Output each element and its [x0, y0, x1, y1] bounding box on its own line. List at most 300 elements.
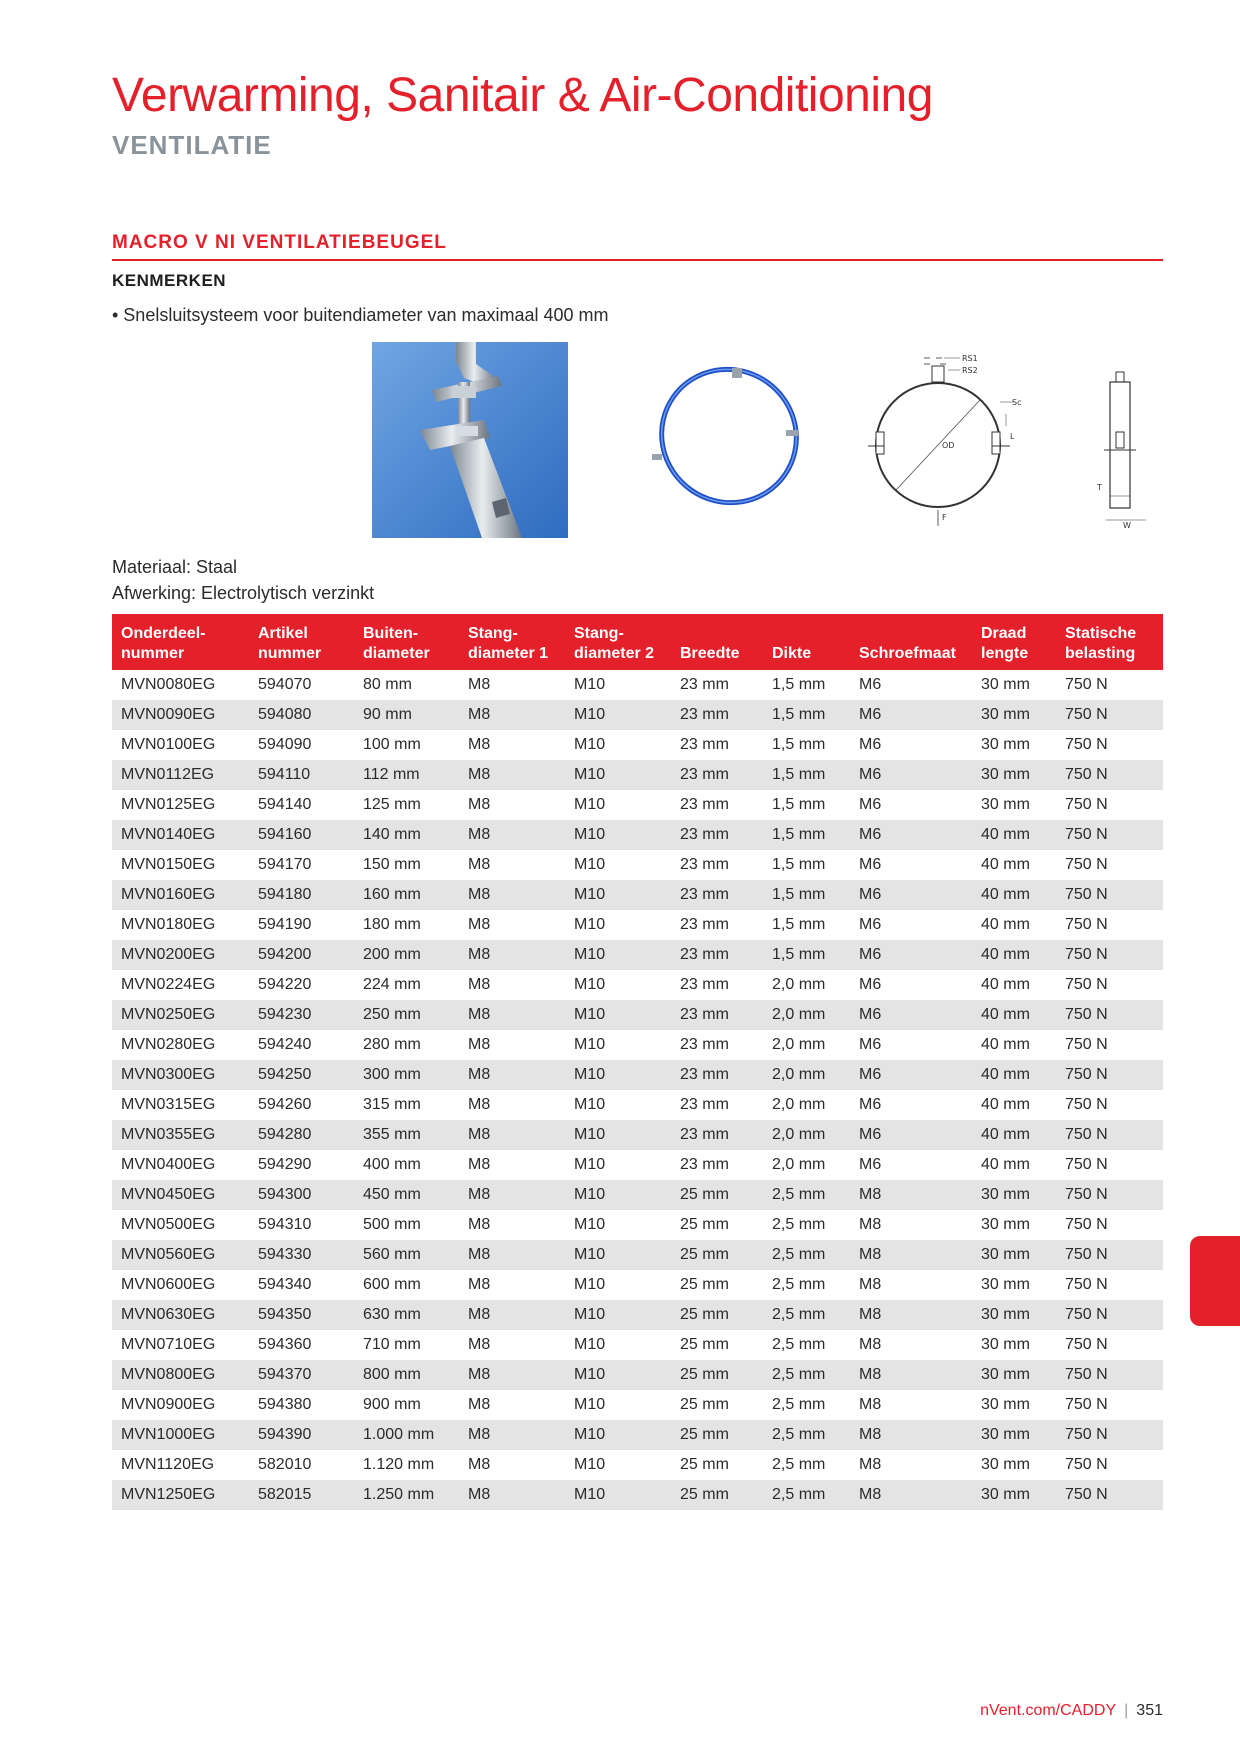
- cell-stangdiameter-2: M10: [565, 880, 671, 910]
- cell-artikelnummer: 582015: [249, 1480, 354, 1510]
- cell-breedte: 25 mm: [680, 1336, 729, 1353]
- cell-stangdiameter-2: M10: [565, 1300, 671, 1330]
- cell-dikte: 1,5 mm: [763, 760, 850, 790]
- cell-stangdiameter-2: M10: [574, 976, 606, 993]
- cell-schroefmaat: M6: [850, 940, 972, 970]
- cell-statische-belasting: 750 N: [1065, 1276, 1108, 1293]
- cell-stangdiameter-1: M8: [459, 1120, 565, 1150]
- cell-onderdeelnummer: MVN0200EG: [112, 940, 249, 970]
- cell-breedte: 25 mm: [671, 1240, 763, 1270]
- cell-artikelnummer: 594310: [258, 1216, 312, 1233]
- cell-statische-belasting: 750 N: [1065, 916, 1108, 933]
- cell-schroefmaat: M8: [859, 1336, 882, 1353]
- table-row: [112, 700, 1163, 730]
- cell-stangdiameter-1: M8: [459, 700, 565, 730]
- table-row: [112, 730, 1163, 760]
- cell-breedte: 23 mm: [680, 796, 729, 813]
- label-rs1: RS1: [962, 354, 978, 363]
- col-header-buitendiameter: Buiten- diameter: [354, 614, 459, 670]
- cell-stangdiameter-1: M8: [468, 1216, 491, 1233]
- cell-statische-belasting: 750 N: [1056, 820, 1163, 850]
- cell-stangdiameter-2: M10: [574, 916, 606, 933]
- cell-stangdiameter-2: M10: [565, 1000, 671, 1030]
- cell-schroefmaat: M8: [850, 1180, 972, 1210]
- col-header-statische-belasting: Statische belasting: [1056, 614, 1163, 670]
- cell-breedte: 23 mm: [680, 916, 729, 933]
- cell-dikte: 1,5 mm: [772, 676, 826, 693]
- cell-statische-belasting: 750 N: [1056, 1060, 1163, 1090]
- cell-statische-belasting: 750 N: [1056, 1300, 1163, 1330]
- cell-statische-belasting: 750 N: [1065, 1216, 1108, 1233]
- cell-dikte: 2,5 mm: [772, 1216, 826, 1233]
- cell-stangdiameter-1: M8: [468, 1456, 491, 1473]
- cell-stangdiameter-2: M10: [565, 1120, 671, 1150]
- cell-onderdeelnummer: MVN0080EG: [121, 676, 216, 693]
- col-header-stangdiameter-1: Stang- diameter 1: [459, 614, 565, 670]
- table-row: [112, 1360, 1163, 1390]
- cell-stangdiameter-1: M8: [459, 880, 565, 910]
- cell-draadlengte: 30 mm: [981, 676, 1030, 693]
- cell-stangdiameter-2: M10: [574, 676, 606, 693]
- cell-statische-belasting: 750 N: [1056, 1120, 1163, 1150]
- table-row: [112, 1000, 1163, 1030]
- cell-stangdiameter-1: M8: [459, 1480, 565, 1510]
- cell-stangdiameter-2: M10: [565, 1180, 671, 1210]
- cell-buitendiameter: 200 mm: [354, 940, 459, 970]
- cell-artikelnummer: 594360: [258, 1336, 312, 1353]
- product-photo: [372, 342, 568, 538]
- table-row: [112, 1060, 1163, 1090]
- cell-schroefmaat: M6: [859, 976, 882, 993]
- cell-dikte: 2,5 mm: [763, 1420, 850, 1450]
- col-header-schroefmaat: Schroefmaat: [850, 614, 972, 670]
- label-rs2: RS2: [962, 366, 978, 375]
- cell-stangdiameter-1: M8: [459, 1240, 565, 1270]
- cell-buitendiameter: 600 mm: [363, 1276, 421, 1293]
- cell-breedte: 23 mm: [680, 976, 729, 993]
- cell-breedte: 23 mm: [671, 940, 763, 970]
- cell-draadlengte: 40 mm: [972, 1060, 1056, 1090]
- cell-buitendiameter: 400 mm: [363, 1156, 421, 1173]
- cell-onderdeelnummer: MVN0100EG: [121, 736, 216, 753]
- cell-statische-belasting: 750 N: [1056, 1180, 1163, 1210]
- cell-draadlengte: 30 mm: [981, 1276, 1030, 1293]
- cell-stangdiameter-1: M8: [459, 820, 565, 850]
- cell-schroefmaat: M6: [859, 736, 882, 753]
- table-row: [112, 970, 1163, 1000]
- cell-statische-belasting: 750 N: [1056, 1360, 1163, 1390]
- cell-draadlengte: 30 mm: [981, 1216, 1030, 1233]
- cell-artikelnummer: 594260: [258, 1096, 312, 1113]
- label-od: OD: [942, 441, 955, 450]
- cell-artikelnummer: 594180: [249, 880, 354, 910]
- cell-dikte: 2,0 mm: [763, 1060, 850, 1090]
- cell-draadlengte: 30 mm: [981, 796, 1030, 813]
- col-header-breedte: Breedte: [671, 614, 763, 670]
- cell-draadlengte: 40 mm: [972, 940, 1056, 970]
- cell-onderdeelnummer: MVN0280EG: [121, 1036, 216, 1053]
- cell-artikelnummer: 594160: [249, 820, 354, 850]
- cell-schroefmaat: M8: [850, 1480, 972, 1510]
- col-header-artikelnummer: Artikel nummer: [249, 614, 354, 670]
- cell-buitendiameter: 180 mm: [363, 916, 421, 933]
- cell-statische-belasting: 750 N: [1065, 676, 1108, 693]
- cell-dikte: 2,5 mm: [772, 1336, 826, 1353]
- cell-buitendiameter: 140 mm: [354, 820, 459, 850]
- col-header-dikte: Dikte: [763, 614, 850, 670]
- cell-breedte: 23 mm: [680, 736, 729, 753]
- cell-buitendiameter: 300 mm: [354, 1060, 459, 1090]
- cell-onderdeelnummer: MVN0315EG: [121, 1096, 216, 1113]
- page-number: 351: [1136, 1702, 1163, 1719]
- cell-buitendiameter: 1.000 mm: [354, 1420, 459, 1450]
- cell-breedte: 23 mm: [671, 1060, 763, 1090]
- cell-dikte: 1,5 mm: [763, 700, 850, 730]
- cell-artikelnummer: 594170: [258, 856, 312, 873]
- cell-stangdiameter-2: M10: [574, 1276, 606, 1293]
- cell-statische-belasting: 750 N: [1056, 1000, 1163, 1030]
- page-subtitle: VENTILATIE: [112, 130, 272, 160]
- cell-onderdeelnummer: MVN1250EG: [112, 1480, 249, 1510]
- table-row: [112, 1330, 1163, 1360]
- cell-dikte: 2,5 mm: [763, 1240, 850, 1270]
- cell-stangdiameter-2: M10: [574, 1216, 606, 1233]
- cell-dikte: 1,5 mm: [763, 880, 850, 910]
- cell-stangdiameter-2: M10: [574, 1396, 606, 1413]
- cell-onderdeelnummer: MVN0224EG: [121, 976, 216, 993]
- cell-draadlengte: 30 mm: [972, 1240, 1056, 1270]
- cell-stangdiameter-1: M8: [459, 1360, 565, 1390]
- cell-draadlengte: 30 mm: [981, 736, 1030, 753]
- cell-buitendiameter: 900 mm: [363, 1396, 421, 1413]
- cell-stangdiameter-1: M8: [468, 1276, 491, 1293]
- cell-stangdiameter-1: M8: [459, 1180, 565, 1210]
- cell-breedte: 25 mm: [671, 1300, 763, 1330]
- table-row: [112, 1450, 1163, 1480]
- cell-schroefmaat: M8: [850, 1300, 972, 1330]
- cell-buitendiameter: 710 mm: [363, 1336, 421, 1353]
- cell-breedte: 25 mm: [680, 1276, 729, 1293]
- cell-stangdiameter-1: M8: [468, 1336, 491, 1353]
- finish-line: Afwerking: Electrolytisch verzinkt: [112, 583, 375, 603]
- cell-schroefmaat: M6: [859, 1096, 882, 1113]
- cell-buitendiameter: 1.120 mm: [363, 1456, 435, 1473]
- section-divider: [112, 259, 1163, 261]
- cell-stangdiameter-2: M10: [574, 1036, 606, 1053]
- cell-stangdiameter-1: M8: [468, 1036, 491, 1053]
- cell-artikelnummer: 594190: [258, 916, 312, 933]
- table-row: [112, 850, 1163, 880]
- cell-stangdiameter-2: M10: [565, 760, 671, 790]
- cell-statische-belasting: 750 N: [1065, 1336, 1108, 1353]
- cell-buitendiameter: 80 mm: [363, 676, 412, 693]
- cell-schroefmaat: M6: [850, 760, 972, 790]
- page-title: Verwarming, Sanitair & Air-Conditioning: [112, 69, 933, 122]
- cell-dikte: 1,5 mm: [772, 916, 826, 933]
- cell-breedte: 25 mm: [671, 1420, 763, 1450]
- label-w: W: [1123, 521, 1131, 530]
- cell-onderdeelnummer: MVN0800EG: [112, 1360, 249, 1390]
- cell-onderdeelnummer: MVN1000EG: [112, 1420, 249, 1450]
- cell-onderdeelnummer: MVN1120EG: [121, 1456, 215, 1473]
- cell-stangdiameter-2: M10: [565, 820, 671, 850]
- cell-breedte: 25 mm: [680, 1396, 729, 1413]
- cell-statische-belasting: 750 N: [1065, 796, 1108, 813]
- cell-stangdiameter-1: M8: [468, 1396, 491, 1413]
- cell-stangdiameter-1: M8: [468, 916, 491, 933]
- cell-schroefmaat: M8: [850, 1420, 972, 1450]
- cell-stangdiameter-2: M10: [574, 736, 606, 753]
- chapter-tab: [1190, 1236, 1240, 1326]
- cell-stangdiameter-2: M10: [565, 1480, 671, 1510]
- cell-schroefmaat: M6: [859, 796, 882, 813]
- cell-draadlengte: 30 mm: [972, 1180, 1056, 1210]
- cell-artikelnummer: 594390: [249, 1420, 354, 1450]
- cell-artikelnummer: 594070: [258, 676, 312, 693]
- cell-schroefmaat: M8: [859, 1456, 882, 1473]
- cell-draadlengte: 40 mm: [981, 856, 1030, 873]
- cell-onderdeelnummer: MVN0150EG: [121, 856, 216, 873]
- table-row: [112, 820, 1163, 850]
- cell-stangdiameter-1: M8: [459, 760, 565, 790]
- table-row: [112, 1030, 1163, 1060]
- front-technical-drawing: [862, 350, 1032, 530]
- cell-dikte: 2,5 mm: [763, 1480, 850, 1510]
- table-row: [112, 1390, 1163, 1420]
- cell-buitendiameter: 125 mm: [363, 796, 421, 813]
- cell-draadlengte: 30 mm: [972, 760, 1056, 790]
- cell-artikelnummer: 594290: [258, 1156, 312, 1173]
- table-row: [112, 1300, 1163, 1330]
- table-row: [112, 1180, 1163, 1210]
- cell-dikte: 2,5 mm: [772, 1276, 826, 1293]
- cell-statische-belasting: 750 N: [1065, 1036, 1108, 1053]
- label-sc: Sc: [1012, 398, 1022, 407]
- cell-stangdiameter-1: M8: [468, 1156, 491, 1173]
- cell-artikelnummer: 594200: [249, 940, 354, 970]
- cell-schroefmaat: M6: [859, 1156, 882, 1173]
- cell-onderdeelnummer: MVN0500EG: [121, 1216, 216, 1233]
- cell-onderdeelnummer: MVN0560EG: [112, 1240, 249, 1270]
- cell-dikte: 1,5 mm: [772, 796, 826, 813]
- cell-stangdiameter-2: M10: [565, 1420, 671, 1450]
- label-f: F: [942, 513, 947, 522]
- cell-stangdiameter-2: M10: [574, 796, 606, 813]
- table-row: [112, 1420, 1163, 1450]
- cell-artikelnummer: 582010: [258, 1456, 312, 1473]
- cell-dikte: 2,5 mm: [763, 1300, 850, 1330]
- footer-url[interactable]: nVent.com/CADDY: [980, 1702, 1117, 1719]
- cell-stangdiameter-2: M10: [565, 1060, 671, 1090]
- cell-stangdiameter-1: M8: [459, 1300, 565, 1330]
- cell-breedte: 25 mm: [680, 1456, 729, 1473]
- cell-schroefmaat: M6: [859, 676, 882, 693]
- cell-breedte: 25 mm: [680, 1216, 729, 1233]
- material-line: Materiaal: Staal: [112, 557, 238, 577]
- cell-artikelnummer: 594340: [258, 1276, 312, 1293]
- cell-onderdeelnummer: MVN0355EG: [112, 1120, 249, 1150]
- cell-dikte: 2,5 mm: [772, 1456, 826, 1473]
- cell-buitendiameter: 800 mm: [354, 1360, 459, 1390]
- table-row: [112, 1210, 1163, 1240]
- cell-breedte: 23 mm: [671, 700, 763, 730]
- table-row: [112, 1150, 1163, 1180]
- cell-draadlengte: 30 mm: [972, 1300, 1056, 1330]
- table-row: [112, 880, 1163, 910]
- table-row: [112, 760, 1163, 790]
- cell-draadlengte: 30 mm: [981, 1336, 1030, 1353]
- cell-draadlengte: 40 mm: [981, 1036, 1030, 1053]
- cell-schroefmaat: M8: [859, 1216, 882, 1233]
- cell-onderdeelnummer: MVN0900EG: [121, 1396, 216, 1413]
- table-row: [112, 940, 1163, 970]
- cell-statische-belasting: 750 N: [1056, 940, 1163, 970]
- cell-schroefmaat: M6: [850, 700, 972, 730]
- cell-schroefmaat: M6: [850, 1120, 972, 1150]
- cell-dikte: 1,5 mm: [772, 736, 826, 753]
- cell-buitendiameter: 630 mm: [354, 1300, 459, 1330]
- cell-statische-belasting: 750 N: [1056, 1480, 1163, 1510]
- cell-onderdeelnummer: MVN0160EG: [112, 880, 249, 910]
- cell-statische-belasting: 750 N: [1056, 1240, 1163, 1270]
- cell-buitendiameter: 315 mm: [363, 1096, 421, 1113]
- cell-buitendiameter: 150 mm: [363, 856, 421, 873]
- cell-dikte: 2,0 mm: [772, 1036, 826, 1053]
- cell-buitendiameter: 355 mm: [354, 1120, 459, 1150]
- col-header-stangdiameter-2: Stang- diameter 2: [565, 614, 671, 670]
- cell-draadlengte: 40 mm: [972, 880, 1056, 910]
- product-render: [644, 362, 814, 510]
- cell-artikelnummer: 594110: [249, 760, 354, 790]
- cell-statische-belasting: 750 N: [1056, 700, 1163, 730]
- cell-draadlengte: 40 mm: [972, 1000, 1056, 1030]
- cell-breedte: 23 mm: [680, 1096, 729, 1113]
- cell-schroefmaat: M6: [850, 1000, 972, 1030]
- table-row: [112, 790, 1163, 820]
- cell-buitendiameter: 100 mm: [363, 736, 421, 753]
- table-header-row: [112, 614, 1163, 670]
- cell-breedte: 23 mm: [680, 676, 729, 693]
- cell-stangdiameter-2: M10: [574, 1096, 606, 1113]
- cell-stangdiameter-2: M10: [574, 1156, 606, 1173]
- cell-buitendiameter: 112 mm: [354, 760, 459, 790]
- cell-buitendiameter: 250 mm: [354, 1000, 459, 1030]
- cell-artikelnummer: 594370: [249, 1360, 354, 1390]
- cell-dikte: 2,0 mm: [772, 1156, 826, 1173]
- cell-onderdeelnummer: MVN0400EG: [121, 1156, 216, 1173]
- cell-statische-belasting: 750 N: [1056, 880, 1163, 910]
- cell-stangdiameter-2: M10: [565, 1240, 671, 1270]
- cell-stangdiameter-2: M10: [574, 1336, 606, 1353]
- cell-artikelnummer: 594300: [249, 1180, 354, 1210]
- cell-artikelnummer: 594330: [249, 1240, 354, 1270]
- cell-schroefmaat: M8: [859, 1396, 882, 1413]
- cell-stangdiameter-1: M8: [468, 976, 491, 993]
- page-footer: [980, 1702, 1163, 1720]
- cell-artikelnummer: 594350: [249, 1300, 354, 1330]
- cell-statische-belasting: 750 N: [1065, 1456, 1108, 1473]
- cell-artikelnummer: 594230: [249, 1000, 354, 1030]
- cell-artikelnummer: 594250: [249, 1060, 354, 1090]
- cell-breedte: 23 mm: [680, 1156, 729, 1173]
- cell-stangdiameter-2: M10: [565, 940, 671, 970]
- cell-dikte: 1,5 mm: [772, 856, 826, 873]
- cell-stangdiameter-1: M8: [468, 796, 491, 813]
- cell-stangdiameter-1: M8: [459, 1000, 565, 1030]
- cell-stangdiameter-2: M10: [565, 1360, 671, 1390]
- label-t: T: [1097, 483, 1102, 492]
- cell-statische-belasting: 750 N: [1065, 856, 1108, 873]
- spec-table: [112, 614, 1163, 1510]
- cell-schroefmaat: M6: [850, 820, 972, 850]
- cell-draadlengte: 30 mm: [981, 1456, 1030, 1473]
- cell-schroefmaat: M6: [859, 1036, 882, 1053]
- cell-onderdeelnummer: MVN0450EG: [112, 1180, 249, 1210]
- cell-dikte: 2,5 mm: [763, 1360, 850, 1390]
- col-header-draadlengte: Draad lengte: [972, 614, 1056, 670]
- cell-onderdeelnummer: MVN0630EG: [112, 1300, 249, 1330]
- footer-separator: |: [1124, 1702, 1129, 1719]
- cell-stangdiameter-1: M8: [468, 676, 491, 693]
- table-row: [112, 1090, 1163, 1120]
- cell-breedte: 23 mm: [671, 880, 763, 910]
- cell-statische-belasting: 750 N: [1065, 736, 1108, 753]
- cell-onderdeelnummer: MVN0710EG: [121, 1336, 216, 1353]
- cell-draadlengte: 40 mm: [981, 1156, 1030, 1173]
- cell-statische-belasting: 750 N: [1056, 760, 1163, 790]
- cell-statische-belasting: 750 N: [1056, 1420, 1163, 1450]
- table-row: [112, 1120, 1163, 1150]
- cell-schroefmaat: M8: [850, 1240, 972, 1270]
- cell-buitendiameter: 560 mm: [354, 1240, 459, 1270]
- cell-statische-belasting: 750 N: [1065, 1156, 1108, 1173]
- cell-buitendiameter: 280 mm: [363, 1036, 421, 1053]
- cell-breedte: 23 mm: [680, 1036, 729, 1053]
- cell-artikelnummer: 594140: [258, 796, 312, 813]
- features-heading: KENMERKEN: [112, 271, 227, 290]
- cell-breedte: 23 mm: [671, 1120, 763, 1150]
- cell-buitendiameter: 224 mm: [363, 976, 421, 993]
- cell-stangdiameter-2: M10: [574, 856, 606, 873]
- cell-dikte: 2,0 mm: [772, 976, 826, 993]
- cell-schroefmaat: M6: [850, 1060, 972, 1090]
- cell-stangdiameter-1: M8: [459, 940, 565, 970]
- cell-statische-belasting: 750 N: [1065, 1396, 1108, 1413]
- cell-onderdeelnummer: MVN0125EG: [121, 796, 216, 813]
- cell-dikte: 2,5 mm: [772, 1396, 826, 1413]
- cell-draadlengte: 30 mm: [972, 1420, 1056, 1450]
- cell-breedte: 23 mm: [671, 760, 763, 790]
- cell-stangdiameter-1: M8: [468, 736, 491, 753]
- cell-breedte: 25 mm: [671, 1480, 763, 1510]
- cell-onderdeelnummer: MVN0250EG: [112, 1000, 249, 1030]
- cell-artikelnummer: 594220: [258, 976, 312, 993]
- cell-dikte: 2,5 mm: [763, 1180, 850, 1210]
- cell-schroefmaat: M6: [859, 916, 882, 933]
- cell-buitendiameter: 160 mm: [354, 880, 459, 910]
- cell-schroefmaat: M8: [859, 1276, 882, 1293]
- table-row: [112, 1480, 1163, 1510]
- cell-breedte: 23 mm: [680, 856, 729, 873]
- cell-dikte: 1,5 mm: [763, 820, 850, 850]
- cell-statische-belasting: 750 N: [1065, 976, 1108, 993]
- material-info: [112, 554, 374, 606]
- cell-artikelnummer: 594240: [258, 1036, 312, 1053]
- cell-stangdiameter-1: M8: [468, 1096, 491, 1113]
- cell-breedte: 23 mm: [671, 820, 763, 850]
- cell-buitendiameter: 500 mm: [363, 1216, 421, 1233]
- cell-stangdiameter-1: M8: [468, 856, 491, 873]
